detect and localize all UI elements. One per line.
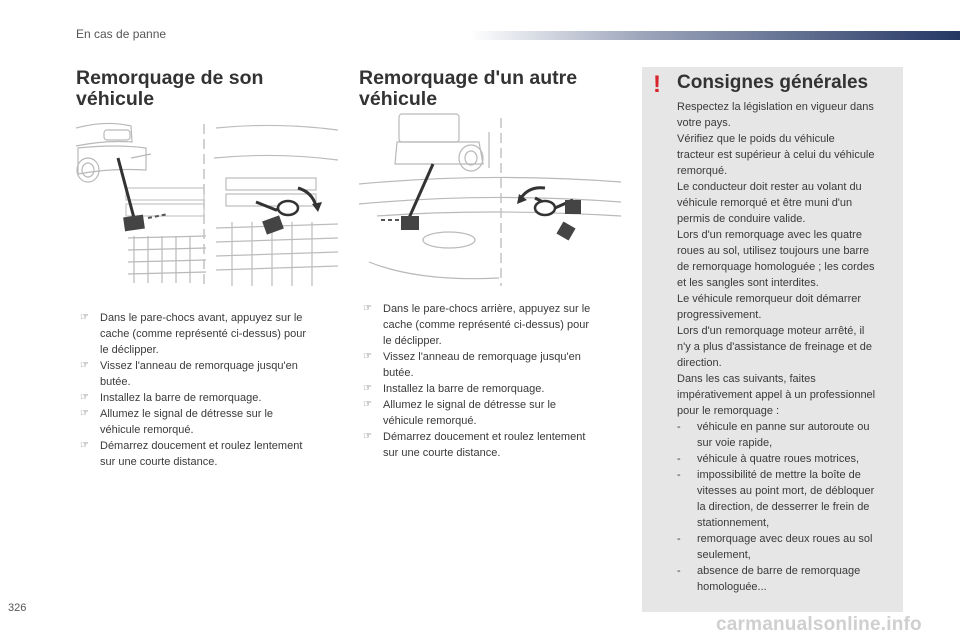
text-line: Vérifiez que le poids du véhicule [677, 133, 835, 145]
step-line: Démarrez doucement et roulez lentement [383, 431, 586, 443]
left-title [76, 68, 263, 110]
front-van-inset [76, 123, 206, 283]
case-line: absence de barre de remorquage [697, 565, 861, 577]
text-line: Dans les cas suivants, faites [677, 373, 816, 385]
case-line: homologuée... [697, 581, 767, 593]
bullet-icon: ☞ [80, 440, 89, 451]
dash-bullet: - [677, 565, 681, 577]
warning-icon: ! [653, 71, 661, 98]
middle-step-1 [359, 301, 621, 349]
text-line: tracteur est supérieur à celui du véhicule [677, 149, 875, 161]
general-body [677, 99, 901, 595]
case-line: remorquage avec deux roues au sol [697, 533, 873, 545]
text-line: permis de conduire valide. [677, 213, 806, 225]
step-line: Allumez le signal de détresse sur le [383, 399, 557, 411]
page-number: 326 [8, 602, 27, 614]
middle-title-line2: véhicule [359, 88, 438, 110]
header-bar [470, 31, 960, 40]
left-title-line2: véhicule [76, 88, 155, 110]
step-line: cache (comme représenté ci-dessus) pour [100, 328, 307, 340]
step-line: Dans le pare-chocs arrière, appuyez sur le [383, 303, 591, 315]
middle-steps [359, 301, 621, 461]
text-line: progressivement. [677, 309, 762, 321]
text-line: de remorquage homologuée ; les cordes [677, 261, 875, 273]
middle-step-3 [359, 381, 621, 397]
general-text [677, 99, 901, 419]
step-line: le déclipper. [100, 344, 159, 356]
step-line: Installez la barre de remorquage. [100, 392, 262, 404]
text-line: et les sangles sont interdites. [677, 277, 819, 289]
rear-cache-callout [381, 164, 433, 230]
step-line: véhicule remorqué. [100, 424, 194, 436]
section-title: En cas de panne [76, 27, 167, 41]
bullet-icon: ☞ [363, 303, 372, 314]
watermark-logo: carmanualsonline.info [716, 614, 922, 635]
left-title-line1: Remorquage de son [76, 67, 264, 89]
text-line: Lors d'un remorquage moteur arrêté, il [677, 325, 865, 337]
left-step-1 [76, 310, 338, 358]
step-line: sur une courte distance. [100, 456, 218, 468]
case-item [677, 467, 901, 531]
case-line: véhicule en panne sur autoroute ou [697, 421, 870, 433]
case-item [677, 419, 901, 451]
text-line: n'y a plus d'assistance de freinage et de [677, 341, 872, 353]
case-line: impossibilité de mettre la boîte de [697, 469, 861, 481]
text-line: Respectez la législation en vigueur dans [677, 101, 874, 113]
case-line: sur voie rapide, [697, 437, 773, 449]
case-line: seulement, [697, 549, 751, 561]
front-bumper-illustration [76, 118, 338, 290]
case-line: la direction, de desserrer le frein de [697, 501, 870, 513]
rear-bumper-illustration [359, 112, 621, 288]
dash-bullet: - [677, 469, 681, 481]
case-line: stationnement, [697, 517, 770, 529]
bullet-icon: ☞ [363, 383, 372, 394]
text-line: pour le remorquage : [677, 405, 780, 417]
text-line: Lors d'un remorquage avec les quatre [677, 229, 862, 241]
bullet-icon: ☞ [363, 399, 372, 410]
step-line: Allumez le signal de détresse sur le [100, 408, 274, 420]
step-line: Vissez l'anneau de remorquage jusqu'en [383, 351, 581, 363]
text-line: remorqué. [677, 165, 728, 177]
case-item [677, 531, 901, 563]
bullet-icon: ☞ [80, 360, 89, 371]
step-line: véhicule remorqué. [383, 415, 477, 427]
step-line: Installez la barre de remorquage. [383, 383, 545, 395]
middle-step-4 [359, 397, 621, 429]
bullet-icon: ☞ [363, 431, 372, 442]
left-step-3 [76, 390, 338, 406]
left-step-5 [76, 438, 338, 470]
dash-bullet: - [677, 533, 681, 545]
step-line: le déclipper. [383, 335, 442, 347]
text-line: Le véhicule remorqueur doit démarrer [677, 293, 862, 305]
middle-step-5 [359, 429, 621, 461]
step-line: butée. [383, 367, 414, 379]
case-item [677, 563, 901, 595]
left-step-2 [76, 358, 338, 390]
general-title: Consignes générales [677, 72, 869, 93]
left-step-4 [76, 406, 338, 438]
case-item [677, 451, 901, 467]
text-line: votre pays. [677, 117, 731, 129]
text-line: direction. [677, 357, 722, 369]
step-line: cache (comme représenté ci-dessus) pour [383, 319, 590, 331]
dash-bullet: - [677, 453, 681, 465]
left-steps [76, 310, 338, 470]
bullet-icon: ☞ [80, 392, 89, 403]
professional-cases-list [677, 419, 901, 595]
bullet-icon: ☞ [80, 408, 89, 419]
step-line: Vissez l'anneau de remorquage jusqu'en [100, 360, 298, 372]
step-line: sur une courte distance. [383, 447, 501, 459]
text-line: roues au sol, utilisez toujours une barre [677, 245, 869, 257]
text-line: véhicule remorqué et être muni d'un [677, 197, 853, 209]
middle-title [359, 68, 577, 110]
general-instructions-box [642, 67, 903, 612]
text-line: Le conducteur doit rester au volant du [677, 181, 862, 193]
rear-van-inset [359, 114, 621, 279]
step-line: butée. [100, 376, 131, 388]
rear-ring-and-cover [517, 188, 581, 241]
dash-bullet: - [677, 421, 681, 433]
text-line: impérativement appel à un professionnel [677, 389, 876, 401]
step-line: Démarrez doucement et roulez lentement [100, 440, 303, 452]
bullet-icon: ☞ [80, 312, 89, 323]
middle-title-line1: Remorquage d'un autre [359, 67, 578, 89]
step-line: Dans le pare-chocs avant, appuyez sur le [100, 312, 303, 324]
case-line: véhicule à quatre roues motrices, [697, 453, 860, 465]
bullet-icon: ☞ [363, 351, 372, 362]
middle-step-2 [359, 349, 621, 381]
case-line: vitesses au point mort, de débloquer [697, 485, 875, 497]
